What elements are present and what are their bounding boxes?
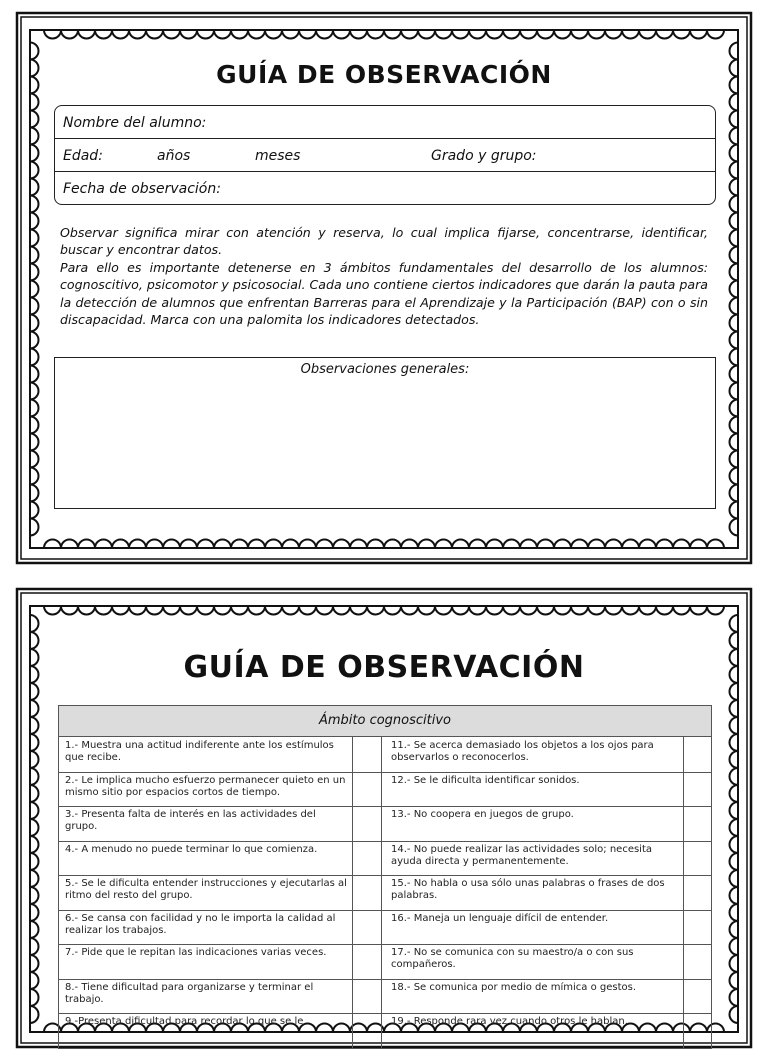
indicator-item-left: 5.- Se le dificulta entender instrucciones y ejecutarlas al ritmo del resto del grupo. <box>65 878 347 902</box>
indicator-item-right: 14.- No puede realizar las actividades solo; necesita ayuda directa y permanentemente. <box>391 843 653 867</box>
row-divider <box>59 1013 711 1014</box>
indicator-item-right: 17.- No se comunica con su maestro/a o con sus compañeros. <box>391 947 634 971</box>
years-label: años <box>157 148 191 164</box>
general-observations-title: Observaciones generales: <box>300 362 470 377</box>
indicator-item-left: 3.- Presenta falta de interés en las actividades del grupo. <box>65 809 316 833</box>
intro-text <box>60 224 708 328</box>
page-title: GUÍA DE OBSERVACIÓN <box>183 650 585 685</box>
indicator-item-left: 7.- Pide que le repitan las indicaciones varias veces. <box>65 947 327 958</box>
cognitive-indicators-table <box>58 705 712 1049</box>
row-divider <box>59 979 711 980</box>
row-divider <box>59 910 711 911</box>
indicator-item-right: 19.- Responde rara vez cuando otros le hablan. <box>391 1016 628 1027</box>
intro-paragraph-1: Observar significa mirar con atención y reserva, lo cual implica fijarse, concentrarse, identificar, buscar y encontrar datos. <box>60 225 708 258</box>
observation-date-label: Fecha de observación: <box>63 181 221 197</box>
months-label: meses <box>255 148 301 164</box>
indicator-item-left: 9.-Presenta dificultad para recordar lo que se le <box>65 1016 304 1027</box>
column-divider <box>381 737 382 1048</box>
page-title: GUÍA DE OBSERVACIÓN <box>216 60 552 89</box>
indicator-item-left: 4.- A menudo no puede terminar lo que comienza. <box>65 843 318 855</box>
row-divider <box>59 944 711 945</box>
age-label: Edad: <box>63 148 103 164</box>
indicator-item-right: 15.- No habla o usa sólo unas palabras o frases de dos palabras. <box>391 878 665 902</box>
indicator-item-left: 8.- Tiene dificultad para organizarse y terminar el trabajo. <box>65 981 314 1005</box>
indicator-item-left: 2.- Le implica mucho esfuerzo permanecer quieto en un mismo sitio por espacios cortos de tiempo. <box>65 774 346 798</box>
row-divider <box>59 875 711 876</box>
grade-group-label: Grado y grupo: <box>431 148 537 164</box>
student-name-row <box>55 106 715 139</box>
row-divider <box>59 772 711 773</box>
intro-paragraph-2: Para ello es importante detenerse en 3 ámbitos fundamentales del desarrollo de los alumnos: cognoscitivo, psicomotor y psicosocial. Cada uno contiene ciertos indicadores que darán la pauta para la detección de alumnos que enfrentan Barreras para el Aprendizaje y la Participación (BAP) con o sin discapacidad. Marca con una palomita los indicadores detectados. <box>60 259 708 328</box>
row-divider <box>59 841 711 842</box>
indicator-item-left: 6.- Se cansa con facilidad y no le importa la calidad al realizar los trabajos. <box>65 912 336 936</box>
indicator-item-left: 1.- Muestra una actitud indiferente ante los estímulos que recibe. <box>65 740 334 764</box>
indicator-item-right: 16.- Maneja un lenguaje difícil de entender. <box>391 912 609 924</box>
indicator-item-right: 18.- Se comunica por medio de mímica o gestos. <box>391 981 637 993</box>
indicator-item-right: 12.- Se le dificulta identificar sonidos. <box>391 774 580 786</box>
student-name-label: Nombre del alumno: <box>63 115 207 131</box>
column-divider <box>683 737 684 1048</box>
indicator-item-right: 13.- No coopera en juegos de grupo. <box>391 809 574 820</box>
observation-guide-page-2 <box>16 588 752 1048</box>
student-info-box <box>54 105 716 205</box>
observation-date-row <box>55 172 715 204</box>
general-observations-box <box>54 357 716 509</box>
age-group-row <box>55 139 715 172</box>
indicator-item-right: 11.- Se acerca demasiado los objetos a los ojos para observarlos o reconocerlos. <box>391 740 654 764</box>
indicators-grid <box>59 737 711 1048</box>
row-divider <box>59 806 711 807</box>
table-header-cognitive: Ámbito cognoscitivo <box>59 706 711 737</box>
observation-guide-page-1 <box>16 12 752 564</box>
column-divider <box>352 737 353 1048</box>
